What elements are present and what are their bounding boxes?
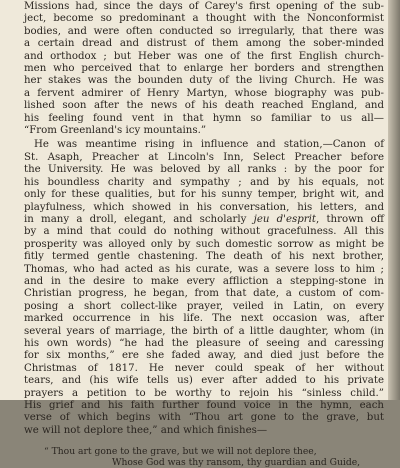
hymn-quote-cut: Whose God was thy ransom, thy guardian and Guide, [112, 457, 361, 468]
text-line: Thomas, who had acted as his curate, was a severe loss to him ; [24, 263, 384, 275]
text-line: prosperity was alloyed only by such domestic sorrow as might be [24, 238, 384, 250]
text-line: for six months,” ere she faded away, and died just before the [24, 350, 384, 362]
italic-phrase: jeu d'esprit [253, 213, 316, 225]
text-line: marked occurrence in his life. The next occasion was, after [24, 313, 384, 325]
hymn-quote: “ Thou art gone to the grave, but we will not deplore thee, [44, 446, 317, 458]
text-line: St. Asaph, Preacher at Lincoln's Inn, Select Preacher before [24, 151, 384, 163]
text-line: men who perceived that to enlarge her borders and strengthen [24, 63, 384, 75]
text-line: a fervent admirer of Henry Martyn, whose biography was pub- [24, 87, 384, 99]
text-line: prayers a petition to be worthy to rejoin his “sinless child.” [24, 387, 384, 399]
text-line: and orthodox ; but Heber was one of the first English church- [24, 50, 384, 62]
text-line: verse of which begins with “Thou art gone to the grave, but [24, 412, 384, 424]
text-line: tears, and (his wife tells us) ever after added to his private [24, 375, 384, 387]
page-edge-shadow [388, 0, 400, 400]
text-line: and in the desire to make every affliction a stepping-stone in [24, 275, 384, 287]
text-line: several years of marriage, the birth of a little daughter, whom (in [24, 325, 384, 337]
text-line: ject, become so predominant a thought with the Nonconformist [24, 13, 384, 25]
text-line: his boundless charity and sympathy ; and by his equals, not [24, 176, 384, 188]
text-line: a certain dread and distrust of them among the sober-minded [24, 38, 384, 50]
text-line: His grief and his faith further found voice in the hymn, each [24, 400, 384, 411]
text-line: playfulness, which showed in his conversation, his letters, and [24, 201, 384, 213]
text-line: lished soon after the news of his death reached England, and [24, 100, 384, 112]
text-line: posing a short collect-like prayer, veiled in Latin, on every [24, 300, 384, 312]
text-line: only for these qualities, but for his sunny temper, bright wit, and [24, 189, 384, 201]
text-line: his feeling found vent in that hymn so familiar to us all— [24, 112, 384, 124]
text-line: Christmas of 1817. He never could speak of her without [24, 362, 384, 374]
text-line: the University. He was beloved by all ranks : by the poor for [24, 164, 384, 176]
paragraph-missions [24, 1, 384, 137]
text-line: bodies, and were often conducted so irregularly, that there was [24, 25, 384, 37]
text-line: his own words) “he had the pleasure of seeing and caressing [24, 337, 384, 349]
text-line: in many a droll, elegant, and scholarly jeu d'esprit, thrown off [24, 213, 385, 225]
text-line: by a mind that could do nothing without gracefulness. All this [24, 226, 384, 238]
text-line: Missions had, since the days of Carey's first opening of the sub- [24, 1, 384, 12]
text-line: “From Greenland's icy mountains.” [24, 125, 207, 137]
text-line: He was meantime rising in influence and station,—Canon of [34, 139, 384, 151]
text-line: Christian progress, he began, from that date, a custom of com- [24, 288, 384, 300]
text-line: her stakes was the bounden duty of the living Church. He was [24, 75, 384, 87]
paragraph-career [24, 139, 384, 437]
page-text [24, 1, 385, 468]
text-line: fitly termed gentle chastening. The death of his next brother, [24, 251, 384, 263]
text-line: we will not deplore thee,” and which finishes— [24, 424, 268, 436]
